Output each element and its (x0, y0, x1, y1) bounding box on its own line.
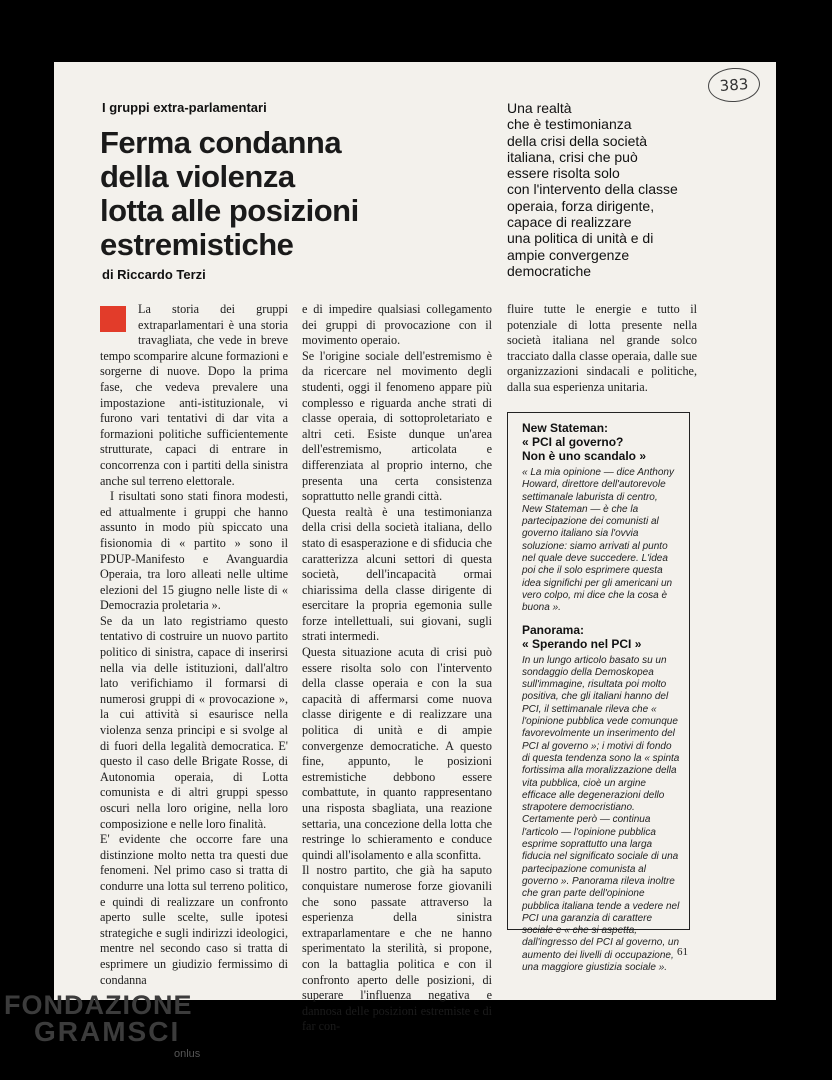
paragraph: Il nostro partito, che già ha saputo conquistare numerose forze giovanili che sono passate attraverso la esperienza della sinistra extraparlamentare e che ne hanno sperimentato la sterilità, si propone, con la battaglia politica e con il confronto aperto delle posizioni, di superare l'influenza negativa e dannosa delle posizioni estremiste e di far con- (302, 863, 492, 1034)
byline: di Riccardo Terzi (102, 267, 206, 282)
watermark-line: onlus (174, 1048, 201, 1060)
summary-line: ampie convergenze (507, 246, 630, 263)
summary-line: una politica di unità e di (507, 230, 654, 247)
paragraph: e di impedire qualsiasi collegamento dei gruppi di provocazione con il movimento operaio. (302, 302, 492, 348)
section-kicker: I gruppi extra-parlamentari (102, 100, 267, 115)
watermark-line: FONDAZIONE (4, 990, 193, 1020)
box-title-line: « Sperando nel PCI » (522, 636, 642, 651)
article-column-3 (507, 302, 697, 396)
summary-line: con l'intervento della classe (507, 181, 678, 198)
summary-line: italiana, crisi che può (507, 148, 638, 165)
paragraph: Se da un lato registriamo questo tentativo di costruire un nuovo partito politico di sinistra, capace di inserirsi nella via delle istituzioni, dall'altro lato verifichiamo il formarsi di numerosi gruppi di « provocazione », la cui attività si esaurisce nella violenza senza principi e si svolge al di fuori della legalità democratica. E' questo il caso delle Brigate Rosse, di Autonomia operaia, di Lotta comunista e di altri gruppi spesso oscuri nella loro origine, nella loro composizione e nelle loro finalità. (100, 613, 288, 831)
summary-line: essere risolta solo (507, 165, 620, 182)
box-title-line: « PCI al governo? (522, 435, 624, 449)
article-column-2 (302, 302, 492, 1035)
box-title (522, 623, 689, 651)
article-column-1 (100, 302, 288, 988)
headline (100, 126, 460, 262)
box-title-line: Non è uno scandalo » (522, 449, 647, 463)
box-text: In un lungo articolo basato su un sondaggio della Demoskopea sull'immagine, risultata poi molto positiva, che gli italiani hanno del PCI, il settimanale rileva che « l'opinione pubblica vede comunque favorevolmente un inserimento del PCI al governo »; i motivi di fondo di questa tendenza sono la « spinta fortissima alla moralizzazione della vita pubblica, cioè un argine efficace alle degenerazioni dello strapotere democristiano. Certamente però — continua l'articolo — l'opinione pubblica esprime soprattutto una larga fiducia nel significato sociale di una partecipazione comunista al governo ». Panorama rileva inoltre che gran parte dell'opinione pubblica italiana tende a vedere nel PCI una garanzia di carattere sociale e « che si aspetta, dall'ingresso del PCI al governo, un aumento dei livelli di occupazione, una maggiore giustizia sociale ». (522, 654, 680, 973)
paragraph: fluire tutte le energie e tutto il potenziale di lotta presente nella società italiana nel grande solco tracciato dalla classe operaia, dalle sue organizzazioni sindacali e politiche, dalla sua esperienza unitaria. (507, 302, 697, 394)
headline-line: della violenza (100, 159, 295, 194)
red-square-ornament (100, 306, 126, 332)
paragraph: Questa situazione acuta di crisi può essere risolta solo con l'intervento della classe operaia e con la sua capacità di affermarsi come nuova classe dirigente e di realizzare una politica di unità e di ampie convergenze democratiche. A questo fine, appunto, le posizioni estremistiche debbono essere combattute, in quanto rappresentano una risposta sbagliata, una reazione settaria, una concezione della lotta che restringe lo schieramento e conduce quindi all'isolamento e alla sconfitta. (302, 645, 492, 862)
headline-line: estremistiche (100, 227, 294, 262)
headline-line: lotta alle posizioni (100, 193, 359, 228)
page-number: 61 (677, 946, 688, 958)
summary-line: Una realtà (507, 100, 572, 116)
watermark-line: GRAMSCI (34, 1016, 181, 1047)
summary-line: della crisi della società (507, 132, 648, 149)
paragraph: E' evidente che occorre fare una distinzione molto netta tra questi due fenomeni. Nel primo caso si tratta di condurre una lotta sul terreno politico, e quindi di realizzare un confronto aperto sulle scelte, sulle ipotesi strategiche e sugli indirizzi ideologici, mentre nel secondo caso si tratta di esprimere un giudizio fermissimo di condanna (100, 832, 288, 987)
box-title-line: New Stateman: (522, 421, 609, 435)
paragraph: Questa realtà è una testimonianza della crisi della società italiana, dello stato di esasperazione e di sfiducia che caratterizza alcuni settori di questa società, dell'incapacità ormai chiarissima della classe dirigente di esercitare la propria egemonia sulle forze intellettuali, sui giovani, sugli strati intermedi. (302, 504, 492, 644)
summary-line: democratiche (507, 262, 592, 279)
archive-stamp-number: 383 (707, 66, 761, 104)
summary-line: operaia, forza dirigente, (507, 197, 655, 214)
paragraph: La storia dei gruppi extraparlamentari è una storia travagliata, che vede in breve tempo scomparire alcune formazioni e sorgerne di nuove. Dopo la prima fase, che vedeva prevalere una impostazione anti-istituzionale, vi furono vari tentativi di dar vita a formazioni politiche sufficientemente strutturate, capaci di entrare in concorrenza con i partiti della sinistra anche sul terreno elettorale. (100, 302, 288, 488)
summary-line: che è testimonianza (507, 116, 632, 133)
summary-deck (507, 100, 717, 279)
box-text: « La mia opinione — dice Anthony Howard, direttore dell'autorevole settimanale laburista di centro, New Stateman — è che la partecipazione dei comunisti al governo italiano sia l'ovvia soluzione: siamo arrivati al punto nel quale deve succedere. L'idea poi che il solo esprimere questa idea significhi per gli americani un vero colpo, mi dice che la cosa è buona ». (522, 467, 674, 614)
summary-line: capace di realizzare (507, 214, 632, 231)
paragraph: I risultati sono stati finora modesti, ed attualmente i gruppi che hanno assunto in modo più spiccato una fisionomia di « partito » sono il PDUP-Manifesto e Avanguardia Operaia, tra loro alleati nelle ultime elezioni del 15 giugno nelle liste di « Democrazia proletaria ». (100, 489, 288, 613)
headline-line: Ferma condanna (100, 125, 342, 160)
box-title-line: Panorama: (522, 622, 585, 637)
box-title (522, 421, 689, 463)
paragraph: Se l'origine sociale dell'estremismo è da ricercare nel movimento degli studenti, oggi il fenomeno appare più complesso e riguarda anche strati di classe operaia, di sottoproletariato e altri ceti. Esiste dunque un'area dell'estremismo, articolata e differenziata al proprio interno, che presenta una certa consistenza soprattutto nelle grandi città. (302, 348, 492, 504)
archive-watermark-logo (4, 990, 224, 1076)
